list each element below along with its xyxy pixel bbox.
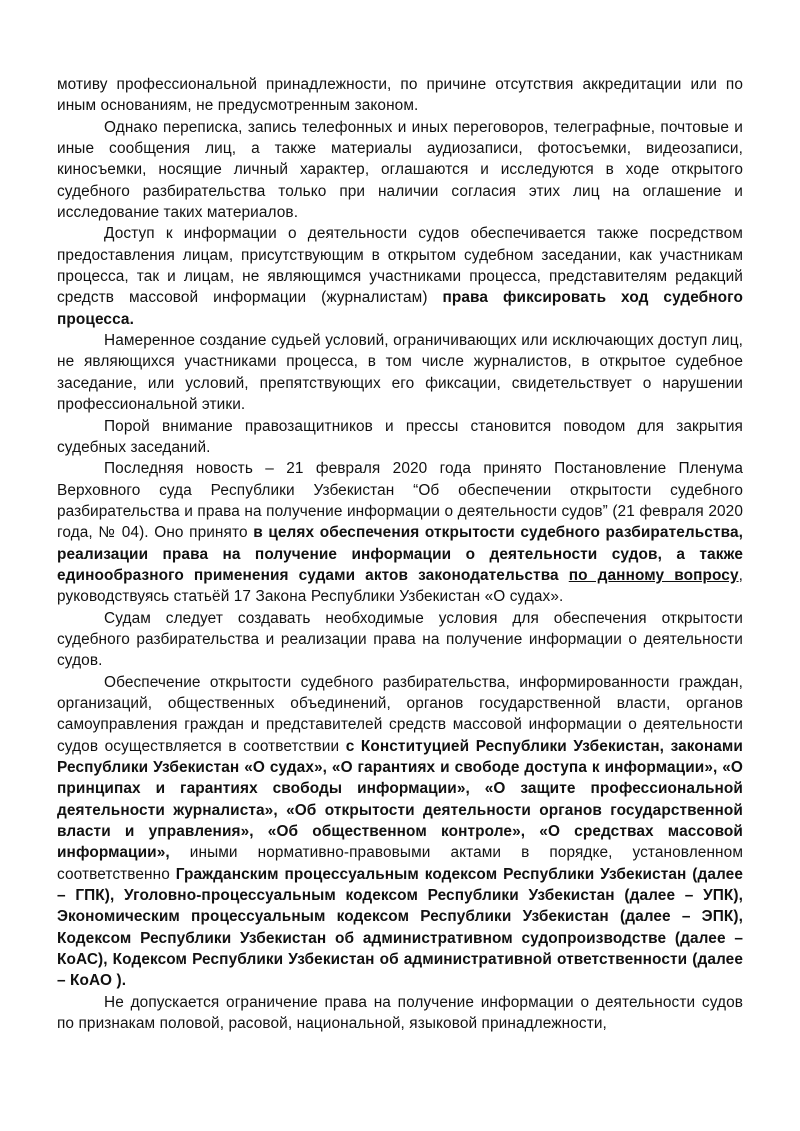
text-segment: Намеренное создание судьей условий, ограничивающих или исключающих доступ лиц, не являющихся участниками процесса, в том числе журналистов, в открытое судебное заседание, или условий, препятствующих его фиксации, свидетельствует о нарушении профессиональной этики.: [57, 332, 743, 414]
body-paragraph: [57, 992, 743, 1035]
body-paragraph: [57, 74, 743, 117]
text-segment: Не допускается ограничение права на получение информации о деятельности судов по признакам половой, расовой, национальной, языковой принадлежности,: [57, 993, 743, 1033]
body-paragraph: [57, 458, 743, 607]
text-segment: Последняя новость – 21 февраля 2020 года принято Постановление Пленума Верховного суда Республики Узбекистан “Об обеспечении открытости судебного разбирательства и права на получение информации о деятельности судов” (21 февраля 2020 года, № 04). Оно принято: [57, 460, 743, 542]
body-paragraph: [57, 330, 743, 415]
text-segment: мотиву профессиональной принадлежности, по причине отсутствия аккредитации или по иным основаниям, не предусмотренным законом.: [57, 76, 743, 115]
text-segment: Обеспечение открытости судебного разбирательства, информированности граждан, организаций, общественных объединений, органов государственной власти, органов самоуправления граждан и представителей средств массовой информации о деятельности судов осуществляется в соответствии: [57, 673, 743, 755]
bold-text-segment: по данному вопросу: [568, 566, 739, 584]
text-segment: Судам следует создавать необходимые условия для обеспечения открытости судебного разбирательства и реализации права на получение информации о деятельности судов.: [57, 609, 743, 670]
text-segment: , руководствуясь статьёй 17 Закона Республики Узбекистан «О судах».: [57, 566, 743, 606]
body-paragraph: [57, 608, 743, 672]
text-segment: иными нормативно-правовыми актами в порядке, установленном соответственно: [57, 844, 743, 883]
text-segment: Доступ к информации о деятельности судов обеспечивается также посредством предоставления лицам, присутствующим в открытом судебном заседании, как участникам процесса, так и лицам, не являющимся участниками процесса, представителям редакций средств массовой информации (журналистам): [57, 225, 743, 307]
bold-text-segment: в целях обеспечения открытости судебного разбирательства, реализации права на получение информации о деятельности судов, а также единообразного применения судами актов законодательства: [57, 524, 743, 584]
text-segment: Порой внимание правозащитников и прессы становится поводом для закрытия судебных заседаний.: [57, 417, 743, 456]
body-paragraph: [57, 672, 743, 992]
bold-text-segment: права фиксировать ход судебного процесса.: [57, 289, 743, 328]
text-segment: Однако переписка, запись телефонных и иных переговоров, телеграфные, почтовые и иные сообщения лиц, а также материалы аудиозаписи, фотосъемки, видеозаписи, киносъемки, носящие личный характер, оглашаются и исследуются в ходе открытого судебного разбирательства только при наличии согласия этих лиц на оглашение и исследование таких материалов.: [57, 118, 743, 222]
body-paragraph: [57, 117, 743, 224]
document-body: [57, 74, 743, 1034]
body-paragraph: [57, 223, 743, 330]
body-paragraph: [57, 416, 743, 459]
bold-text-segment: с Конституцией Республики Узбекистан, законами Республики Узбекистан «О судах», «О гарантиях и свободе доступа к информации», «О принципах и гарантиях свободы информации», «О защите профессиональной деятельности журналиста», «Об открытости деятельности органов государственной власти и управления», «Об общественном контроле», «О средствах массовой информации»,: [57, 737, 743, 862]
bold-text-segment: Гражданским процессуальным кодексом Республики Узбекистан (далее – ГПК), Уголовно-процессуальным кодексом Республики Узбекистан (далее – УПК), Экономическим процессуальным кодексом Республики Узбекистан (далее – ЭПК), Кодексом Республики Узбекистан об административном судопроизводстве (далее – КоАС), Кодексом Республики Узбекистан об административной ответственности (далее – КоАО ).: [57, 865, 743, 990]
